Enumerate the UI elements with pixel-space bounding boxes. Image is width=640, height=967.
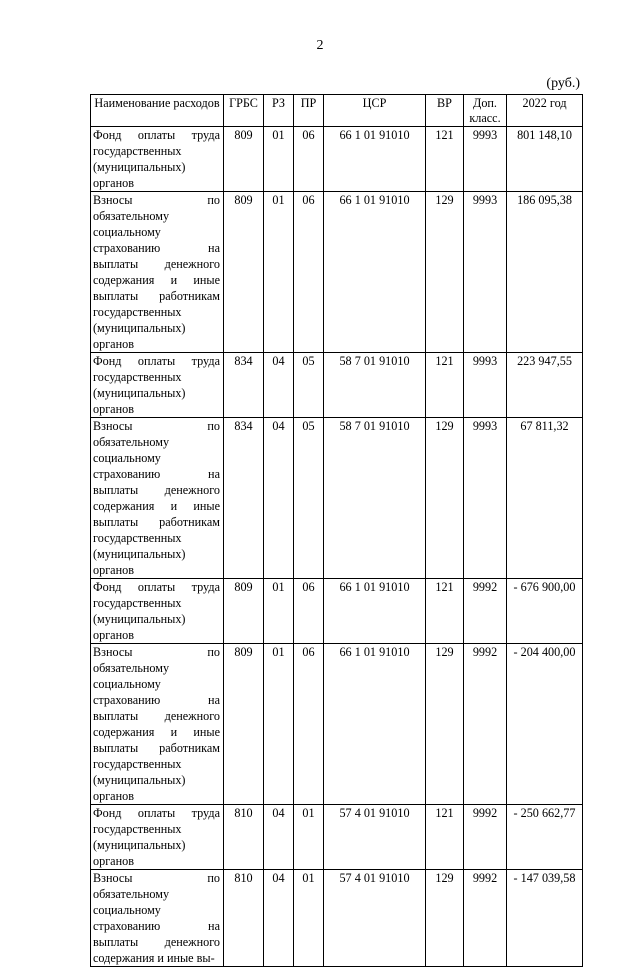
header-vr: ВР [426,95,464,127]
cell-dop: 9993 [464,418,507,579]
cell-rz: 04 [264,805,294,870]
cell-amount: 186 095,38 [507,192,583,353]
header-year: 2022 год [507,95,583,127]
cell-pr: 06 [294,579,324,644]
cell-amount: - 147 039,58 [507,870,583,967]
cell-pr: 01 [294,870,324,967]
cell-vr: 121 [426,805,464,870]
cell-csr: 57 4 01 91010 [324,870,426,967]
cell-dop: 9992 [464,870,507,967]
cell-grbs: 809 [224,127,264,192]
cell-amount: - 676 900,00 [507,579,583,644]
table-row [91,192,583,353]
cell-pr: 06 [294,644,324,805]
cell-pr: 06 [294,192,324,353]
cell-name: Фонд оплаты труда государственных (муниципальных) органов [91,353,224,418]
table-row [91,127,583,192]
cell-name: Фонд оплаты труда государственных (муниципальных) органов [91,127,224,192]
unit-label: (руб.) [546,76,580,91]
cell-name: Взносы по обязательному социальному страхованию на выплаты денежного содержания и иные выплаты работникам государственных (муниципальных) органов [91,644,224,805]
cell-csr: 66 1 01 91010 [324,644,426,805]
cell-csr: 58 7 01 91010 [324,353,426,418]
cell-pr: 05 [294,353,324,418]
page-number: 2 [316,38,324,53]
cell-name: Взносы по обязательному социальному страхованию на выплаты денежного содержания и иные выплаты работникам государственных (муниципальных) органов [91,192,224,353]
cell-rz: 01 [264,192,294,353]
table-row [91,353,583,418]
cell-grbs: 809 [224,644,264,805]
cell-vr: 129 [426,418,464,579]
cell-rz: 04 [264,353,294,418]
cell-dop: 9992 [464,579,507,644]
cell-grbs: 810 [224,805,264,870]
cell-grbs: 810 [224,870,264,967]
cell-vr: 121 [426,353,464,418]
table-row [91,579,583,644]
cell-pr: 06 [294,127,324,192]
cell-rz: 01 [264,127,294,192]
cell-pr: 01 [294,805,324,870]
cell-dop: 9993 [464,192,507,353]
header-dop: Доп. класс. [464,95,507,127]
cell-rz: 01 [264,644,294,805]
cell-rz: 04 [264,870,294,967]
cell-csr: 57 4 01 91010 [324,805,426,870]
header-name: Наименование расходов [91,95,224,127]
cell-vr: 121 [426,127,464,192]
cell-dop: 9993 [464,127,507,192]
cell-name: Фонд оплаты труда государственных (муниципальных) органов [91,805,224,870]
cell-vr: 129 [426,192,464,353]
header-grbs: ГРБС [224,95,264,127]
header-pr: ПР [294,95,324,127]
cell-grbs: 809 [224,579,264,644]
table-row [91,870,583,967]
cell-csr: 66 1 01 91010 [324,192,426,353]
cell-amount: - 250 662,77 [507,805,583,870]
cell-csr: 58 7 01 91010 [324,418,426,579]
table-body [91,127,583,967]
table-row [91,644,583,805]
cell-amount: 801 148,10 [507,127,583,192]
cell-amount: 67 811,32 [507,418,583,579]
cell-vr: 129 [426,644,464,805]
cell-grbs: 809 [224,192,264,353]
cell-vr: 121 [426,579,464,644]
cell-grbs: 834 [224,353,264,418]
budget-table [90,94,583,967]
cell-grbs: 834 [224,418,264,579]
cell-name: Взносы по обязательному социальному страхованию на выплаты денежного содержания и иные вы- [91,870,224,967]
cell-rz: 04 [264,418,294,579]
cell-dop: 9992 [464,644,507,805]
table-row [91,418,583,579]
header-csr: ЦСР [324,95,426,127]
cell-amount: - 204 400,00 [507,644,583,805]
cell-csr: 66 1 01 91010 [324,127,426,192]
cell-name: Фонд оплаты труда государственных (муниципальных) органов [91,579,224,644]
cell-dop: 9992 [464,805,507,870]
cell-name: Взносы по обязательному социальному страхованию на выплаты денежного содержания и иные выплаты работникам государственных (муниципальных) органов [91,418,224,579]
cell-rz: 01 [264,579,294,644]
cell-amount: 223 947,55 [507,353,583,418]
header-rz: РЗ [264,95,294,127]
table-row [91,805,583,870]
cell-dop: 9993 [464,353,507,418]
cell-pr: 05 [294,418,324,579]
cell-csr: 66 1 01 91010 [324,579,426,644]
cell-vr: 129 [426,870,464,967]
table-header-row [91,95,583,127]
